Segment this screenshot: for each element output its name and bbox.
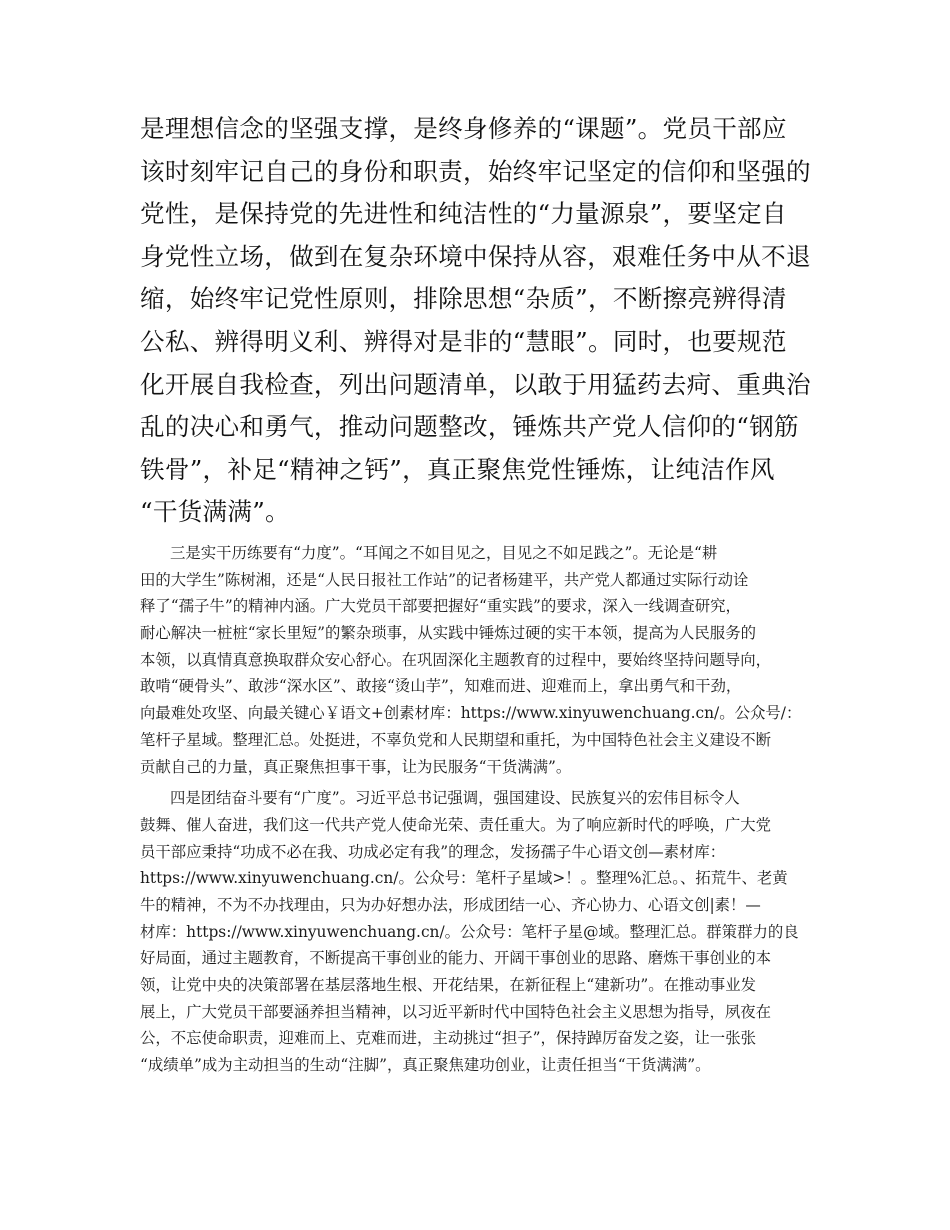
body-text	[140, 540, 830, 1084]
paragraph-line: 牛的精神，不为不办找理由，只为办好想办法，形成团结一心、齐心协力、心语文创|素！—	[140, 895, 761, 914]
lead-line: 缩，始终牢记党性原则，排除思想“杂质”，不断擦亮辨得清	[140, 284, 787, 314]
lead-line: 铁骨”，补足“精神之钙”，真正聚焦党性锤炼，让纯洁作风	[140, 454, 775, 484]
paragraph-line: 好局面，通过主题教育，不断提高干事创业的能力、开阔干事创业的思路、磨炼干事创业的本	[140, 949, 772, 968]
paragraph-line: 展上，广大党员干部要涵养担当精神，以习近平新时代中国特色社会主义思想为指导，夙夜在	[140, 1002, 772, 1021]
paragraph-line: 四是团结奋斗要有“广度”。习近平总书记强调，强国建设、民族复兴的宏伟目标令人	[170, 789, 740, 808]
paragraph-line: 田的大学生”陈树湘，还是“人民日报社工作站”的记者杨建平，共产党人都通过实际行动诠	[140, 570, 749, 589]
paragraph-line: “成绩单”成为主动担当的生动“注脚”，真正聚焦建功创业，让责任担当“干货满满”。	[140, 1056, 711, 1075]
paragraph-line: 敢啃“硬骨头”、敢涉“深水区”、敢接“烫山芋”，知难而进、迎难而上，拿出勇气和干劲，	[140, 677, 742, 696]
lead-line: 党性，是保持党的先进性和纯洁性的“力量源泉”，要坚定自	[140, 199, 787, 229]
paragraph-line: 公，不忘使命职责，迎难而上、克难而进，主动挑过“担子”，保持踔厉奋发之姿，让一张张	[140, 1029, 756, 1048]
paragraph-line: https://www.xinyuwenchuang.cn/。公众号：笔杆子星域>！。整理%汇总。、拓荒牛、老黄	[140, 869, 788, 888]
paragraph-line: 员干部应秉持“功成不必在我、功成必定有我”的理念，发扬孺子牛心语文创—素材库：	[140, 842, 726, 861]
paragraph-line: 耐心解决一桩桩“家长里短”的繁杂琐事，从实践中锤炼过硬的实干本领，提高为人民服务的	[140, 624, 756, 643]
lead-line: 化开展自我检查，列出问题清单，以敢于用猛药去疴、重典治	[140, 369, 811, 399]
paragraph-line: 材库：https://www.xinyuwenchuang.cn/。公众号：笔杆子星@域。整理汇总。群策群力的良	[140, 922, 799, 941]
paragraph-line: 鼓舞、催人奋进，我们这一代共产党人使命光荣、责任重大。为了响应新时代的呼唤，广大党	[140, 815, 772, 834]
lead-line: 乱的决心和勇气，推动问题整改，锤炼共产党人信仰的“钢筋	[140, 412, 799, 442]
paragraph-line: 本领，以真情真意换取群众安心舒心。在巩固深化主题教育的过程中，要始终坚持问题导向，	[140, 650, 772, 669]
paragraph-line: 释了“孺子牛”的精神内涵。广大党员干部要把握好“重实践”的要求，深入一线调查研究，	[140, 597, 741, 616]
paragraph-three	[140, 540, 830, 780]
paragraph-line: 三是实干历练要有“力度”。“耳闻之不如目见之，目见之不如足践之”。无论是“耕	[170, 544, 718, 562]
paragraph-line: 贡献自己的力量，真正聚焦担事干事，让为民服务“干货满满”。	[140, 757, 572, 776]
lead-line: 公私、辨得明义利、辨得对是非的“慧眼”。同时，也要规范	[140, 326, 787, 356]
paragraph-line: 向最难处攻坚、向最关键心￥语文+创素材库：https://www.xinyuwenchuang.cn/。公众号/：	[140, 704, 802, 723]
lead-line: 身党性立场，做到在复杂环境中保持从容，艰难任务中从不退	[140, 241, 811, 271]
paragraph-line: 领，让党中央的决策部署在基层落地生根、开花结果，在新征程上“建新功”。在推动事业发	[140, 976, 756, 994]
lead-line: “干货满满”。	[140, 497, 290, 527]
lead-line: 是理想信念的坚强支撑，是终身修养的“课题”。党员干部应	[140, 114, 787, 143]
paragraph-line: 笔杆子星域。整理汇总。处挺进，不辜负党和人民期望和重托，为中国特色社会主义建设不断	[140, 730, 772, 749]
paragraph-four	[140, 785, 830, 1079]
lead-paragraph	[140, 108, 830, 534]
lead-line: 该时刻牢记自己的身份和职责，始终牢记坚定的信仰和坚强的	[140, 156, 811, 186]
